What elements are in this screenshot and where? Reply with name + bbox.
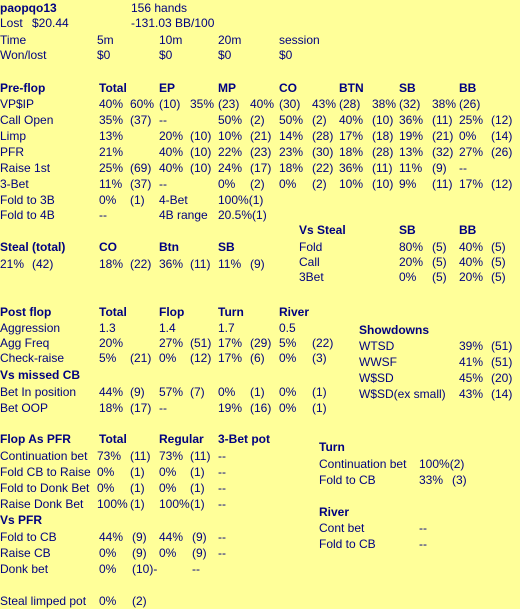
vs-pfr-cell: -- [218,546,226,560]
preflop-cell: (26) [459,97,481,111]
preflop-cell: 9% [399,177,417,191]
preflop-cell: 19% [399,129,424,143]
vs-pfr-row-label: Donk bet [0,562,49,576]
postflop-cell: 17% [218,336,243,350]
vs-pfr-cell: (9) [132,546,147,560]
missed-cb-cell: (1) [312,401,327,415]
preflop-cell: 20% [159,129,184,143]
preflop-cell: 40% [250,97,275,111]
fold-to-3b-label: Fold to 3B [0,193,55,207]
missed-cb-cell: 0% [218,385,236,399]
vs-pfr-cell: (10)- [132,562,158,576]
preflop-cell: 0% [459,129,477,143]
steal-header-3: SB [218,240,235,254]
postflop-cell: (51) [190,336,212,350]
showdown-cell: 41% [459,355,484,369]
preflop-cell: (30) [279,97,301,111]
preflop-cell: (28) [312,129,334,143]
flop-pfr-cell: -- [218,497,226,511]
preflop-cell: 25% [99,161,124,175]
preflop-header-3: MP [218,81,236,95]
preflop-cell: 40% [339,113,364,127]
four-bet-label: 4-Bet [159,193,188,207]
flop-pfr-cell: -- [218,481,226,495]
preflop-cell: (10) [372,113,394,127]
preflop-cell: (2) [250,177,265,191]
postflop-cell: 20% [99,336,124,350]
preflop-cell: 0% [218,177,236,191]
showdown-cell: (14) [491,387,513,401]
flop-pfr-cell: -- [218,465,226,479]
vs-pfr-row-label: Raise CB [0,546,51,560]
postflop-cell: 0% [279,351,297,365]
vs-pfr-cell: -- [218,530,226,544]
vs-steal-cell: 40% [459,240,484,254]
vs-pfr-cell: -- [192,562,200,576]
preflop-cell: 10% [339,177,364,191]
vs-steal-cell: (5) [491,240,506,254]
preflop-cell: 13% [399,145,424,159]
showdown-row-label: WWSF [359,355,397,369]
missed-cb-cell: (1) [312,385,327,399]
preflop-cell: (23) [218,97,240,111]
wonlost-20m: $0 [218,48,232,62]
preflop-header-5: BTN [339,81,364,95]
vs-steal-title: Vs Steal [299,223,346,237]
postflop-row-label: Aggression [0,321,61,335]
preflop-cell: (32) [432,145,454,159]
vs-pfr-row-label: Fold to CB [0,530,57,544]
flop-pfr-row-label: Continuation bet [0,449,88,463]
four-bet-range-value: 20.5%(1) [218,208,267,222]
missed-cb-cell: 18% [99,401,124,415]
postflop-row-label: Check-raise [0,351,65,365]
postflop-cell: 5% [279,336,297,350]
flop-pfr-row-label: Fold CB to Raise [0,465,91,479]
vs-steal-cell: 0% [399,270,417,284]
flop-pfr-header-3: 3-Bet pot [218,432,270,446]
vs-steal-cell: 20% [399,255,424,269]
vs-pfr-cell: (9) [192,530,207,544]
period-20m: 20m [218,33,242,47]
missed-cb-row-label: Bet In position [0,385,77,399]
turn-row-label: Continuation bet [319,457,407,471]
postflop-cell: (21) [130,351,152,365]
river-cell: -- [419,537,427,551]
vs-steal-row-label: 3Bet [299,270,324,284]
postflop-cell: 17% [218,351,243,365]
preflop-cell: 17% [339,129,364,143]
vs-missed-cb-title: Vs missed CB [0,368,81,382]
missed-cb-cell: (17) [130,401,152,415]
preflop-cell: (26) [491,145,513,159]
preflop-cell: (10) [372,177,394,191]
missed-cb-cell: (1) [250,385,265,399]
steal-cell: 18% [99,257,124,271]
missed-cb-cell: -- [159,401,167,415]
vs-pfr-cell: 0% [159,546,177,560]
steal-cell: (11) [190,257,211,271]
preflop-cell: 60% [130,97,155,111]
flop-pfr-cell: (1) [130,465,145,479]
preflop-cell: (23) [250,145,272,159]
showdown-cell: (51) [491,355,513,369]
preflop-row-label: Raise 1st [0,161,51,175]
preflop-cell: 14% [279,129,304,143]
showdown-cell: 43% [459,387,484,401]
preflop-cell: 50% [279,113,304,127]
fold-to-3b-value: 0% [99,193,117,207]
postflop-row-label: Agg Freq [0,336,50,350]
preflop-cell: 35% [99,113,124,127]
preflop-cell: 40% [159,145,184,159]
preflop-cell: 40% [99,97,124,111]
flop-pfr-cell: 73% [159,449,184,463]
vs-steal-cell: 80% [399,240,424,254]
showdown-cell: (20) [491,371,513,385]
preflop-cell: (10) [190,129,212,143]
missed-cb-cell: 19% [218,401,243,415]
preflop-cell: 17% [459,177,484,191]
lost-value: $20.44 [32,16,69,30]
steal-header-2: Btn [159,240,179,254]
showdown-row-label: W$SD(ex small) [359,387,446,401]
flop-pfr-header-1: Total [99,432,127,446]
flop-pfr-cell: 0% [97,465,115,479]
preflop-cell: (28) [339,97,361,111]
preflop-cell: (14) [491,129,513,143]
postflop-cell: (29) [250,336,272,350]
hands-count: 156 hands [131,1,188,15]
turn-cell: 33% [419,473,444,487]
flop-pfr-row-label: Raise Donk Bet [0,497,84,511]
preflop-cell: (37) [130,177,152,191]
preflop-cell: (10) [190,145,212,159]
preflop-cell: -- [159,177,167,191]
postflop-header-4: River [279,305,310,319]
preflop-cell: (17) [250,161,272,175]
turn-title: Turn [319,440,345,454]
wonlost-5m: $0 [97,48,111,62]
steal-cell: (9) [250,257,265,271]
preflop-cell: 18% [339,145,364,159]
wonlost-session: $0 [279,48,293,62]
flop-pfr-cell: (1) [190,465,205,479]
postflop-header-2: Flop [159,305,185,319]
preflop-cell: (32) [399,97,421,111]
preflop-cell: (10) [190,161,212,175]
steal-limped-value: 0% [99,594,117,608]
period-10m: 10m [159,33,183,47]
preflop-cell: 38% [432,97,457,111]
flop-pfr-cell: (1) [130,481,145,495]
vs-steal-col-bb: BB [459,223,477,237]
steal-limped-count: (2) [132,594,147,608]
preflop-cell: (11) [372,161,393,175]
postflop-cell: 1.3 [99,321,116,335]
river-row-label: Cont bet [319,521,365,535]
preflop-cell: (9) [432,161,447,175]
steal-header-0: Steal (total) [0,240,66,254]
turn-row-label: Fold to CB [319,473,376,487]
preflop-cell: (2) [312,113,327,127]
showdown-cell: 45% [459,371,484,385]
preflop-header-2: EP [159,81,176,95]
preflop-cell: (69) [130,161,152,175]
flop-pfr-cell: (1) [130,497,145,511]
preflop-cell: (30) [312,145,334,159]
preflop-cell: 21% [99,145,124,159]
preflop-cell: 43% [312,97,337,111]
wonlost-label: Won/lost [0,48,47,62]
preflop-cell: (2) [250,113,265,127]
vs-pfr-cell: 44% [159,530,184,544]
preflop-cell: (37) [130,113,152,127]
flop-pfr-cell: 0% [159,481,177,495]
steal-cell: (22) [130,257,152,271]
steal-header-1: CO [99,240,117,254]
postflop-cell: 27% [159,336,184,350]
flop-pfr-cell: 100% [159,497,190,511]
flop-pfr-cell: (1) [190,481,205,495]
vs-steal-cell: (5) [491,270,506,284]
postflop-header-3: Turn [218,305,244,319]
vs-steal-row-label: Fold [299,240,323,254]
preflop-cell: (2) [312,177,327,191]
flop-pfr-row-label: Fold to Donk Bet [0,481,90,495]
vs-steal-cell: (5) [432,255,447,269]
preflop-cell: -- [459,161,467,175]
postflop-cell: 1.4 [159,321,176,335]
vs-steal-cell: 20% [459,270,484,284]
postflop-header-0: Post flop [0,305,52,319]
lost-label: Lost [0,16,23,30]
preflop-cell: 27% [459,145,484,159]
showdown-row-label: WTSD [359,339,395,353]
postflop-header-1: Total [99,305,127,319]
missed-cb-row-label: Bet OOP [0,401,49,415]
preflop-cell: 0% [279,177,297,191]
player-name: paopqo13 [0,1,57,15]
preflop-cell: 23% [279,145,304,159]
preflop-cell: 35% [190,97,215,111]
steal-cell: 11% [218,257,242,271]
turn-cell: 100%(2) [419,457,465,471]
missed-cb-cell: 44% [99,385,124,399]
vs-pfr-cell: 0% [99,546,117,560]
preflop-cell: 18% [279,161,304,175]
time-label: Time [0,33,27,47]
postflop-cell: 5% [99,351,117,365]
preflop-header-6: SB [399,81,416,95]
vs-pfr-cell: (9) [132,530,147,544]
showdown-cell: (51) [491,339,513,353]
vs-steal-cell: (5) [491,255,506,269]
postflop-cell: 0.5 [279,321,296,335]
showdowns-title: Showdowns [359,323,429,337]
vs-steal-cell: (5) [432,240,447,254]
flop-pfr-cell: (11) [190,449,211,463]
river-title: River [319,505,350,519]
flop-pfr-cell: -- [218,449,226,463]
preflop-cell: 36% [399,113,424,127]
preflop-header-1: Total [99,81,127,95]
flop-pfr-cell: 0% [159,465,177,479]
preflop-row-label: 3-Bet [0,177,29,191]
four-bet-value: 100%(1) [218,193,264,207]
flop-pfr-cell: (1) [190,497,205,511]
preflop-cell: (28) [372,145,394,159]
preflop-cell: 10% [218,129,243,143]
preflop-cell: 22% [218,145,243,159]
postflop-cell: (12) [190,351,212,365]
preflop-cell: 38% [372,97,397,111]
preflop-cell: (11) [432,177,453,191]
missed-cb-cell: (7) [190,385,205,399]
steal-cell: 21% [0,257,25,271]
postflop-cell: (3) [312,351,327,365]
preflop-header-4: CO [279,81,297,95]
vs-pfr-title: Vs PFR [0,513,43,527]
preflop-cell: 11% [99,177,123,191]
four-bet-range-label: 4B range [159,208,208,222]
preflop-cell: (22) [312,161,334,175]
preflop-cell: (12) [491,177,513,191]
period-5m: 5m [97,33,114,47]
vs-steal-row-label: Call [299,255,320,269]
flop-pfr-cell: (11) [130,449,151,463]
fold-to-4b-label: Fold to 4B [0,208,55,222]
river-row-label: Fold to CB [319,537,376,551]
preflop-row-label: Call Open [0,113,54,127]
showdown-cell: 39% [459,339,484,353]
flop-pfr-cell: 73% [97,449,122,463]
preflop-cell: (21) [250,129,272,143]
preflop-cell: (12) [491,113,513,127]
vs-steal-col-sb: SB [399,223,416,237]
period-session: session [279,33,320,47]
steal-cell: (42) [32,257,54,271]
vs-pfr-cell: 0% [99,562,117,576]
postflop-cell: (22) [312,336,334,350]
missed-cb-cell: (9) [130,385,145,399]
preflop-cell: 24% [218,161,243,175]
preflop-cell: -- [159,113,167,127]
bb-per-100: -131.03 BB/100 [131,16,215,30]
vs-steal-cell: 40% [459,255,484,269]
preflop-header-7: BB [459,81,477,95]
flop-pfr-header-0: Flop As PFR [0,432,71,446]
postflop-cell: 1.7 [218,321,235,335]
turn-cell: (3) [452,473,467,487]
postflop-cell: (6) [250,351,265,365]
fold-to-3b-count: (1) [130,193,145,207]
preflop-cell: 11% [399,161,423,175]
preflop-row-label: VP$IP [0,97,35,111]
preflop-cell: (18) [372,129,394,143]
steal-cell: 36% [159,257,184,271]
preflop-cell: 36% [339,161,364,175]
preflop-cell: (10) [159,97,181,111]
missed-cb-cell: (16) [250,401,272,415]
vs-pfr-cell: (9) [192,546,207,560]
showdown-row-label: W$SD [359,371,394,385]
missed-cb-cell: 57% [159,385,184,399]
preflop-cell: 13% [99,129,124,143]
preflop-row-label: PFR [0,145,24,159]
missed-cb-cell: 0% [279,401,297,415]
vs-pfr-cell: 44% [99,530,124,544]
vs-steal-cell: (5) [432,270,447,284]
river-cell: -- [419,521,427,535]
missed-cb-cell: 0% [279,385,297,399]
preflop-cell: 50% [218,113,243,127]
postflop-cell: 0% [159,351,177,365]
preflop-cell: (11) [432,113,453,127]
wonlost-10m: $0 [159,48,173,62]
preflop-cell: 40% [159,161,184,175]
steal-limped-label: Steal limped pot [0,594,87,608]
preflop-cell: 25% [459,113,484,127]
fold-to-4b-value: -- [99,208,107,222]
preflop-cell: (21) [432,129,454,143]
flop-pfr-header-2: Regular [159,432,204,446]
flop-pfr-cell: 100% [97,497,128,511]
flop-pfr-cell: 0% [97,481,115,495]
preflop-row-label: Limp [0,129,27,143]
preflop-header-0: Pre-flop [0,81,46,95]
